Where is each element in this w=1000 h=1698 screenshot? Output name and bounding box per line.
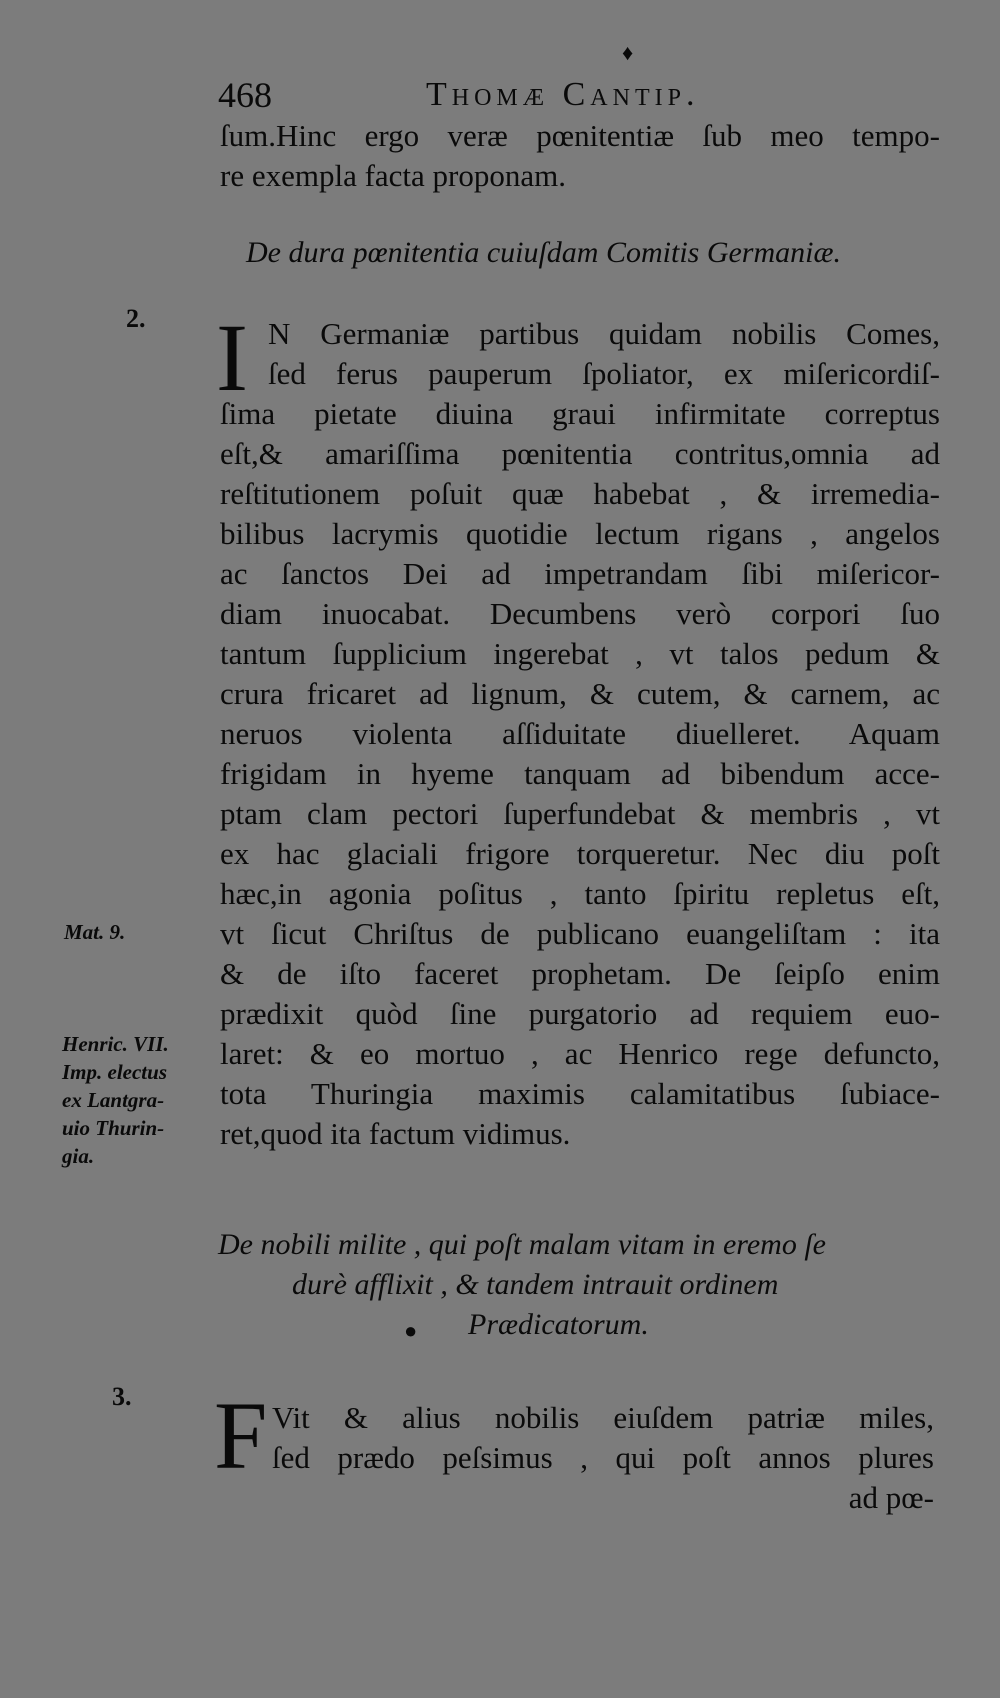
margin-note-line: Henric. VII. bbox=[62, 1032, 169, 1056]
margin-note-line: ex Lantgra- bbox=[62, 1088, 165, 1112]
text-line: eſt,& amariſſima pœnitentia contritus,omnia ad bbox=[220, 436, 940, 471]
catchword-line bbox=[220, 1478, 934, 1518]
text-line: ſum.Hinc ergo veræ pœnitentiæ ſub meo tempo- bbox=[220, 118, 940, 153]
margin-note-scripture: Mat. 9. bbox=[64, 920, 126, 944]
paragraph-body bbox=[220, 394, 940, 1154]
margin-note-line: Imp. electus bbox=[62, 1060, 167, 1084]
text-line: ſed prædo peſsimus , qui poſt annos plures bbox=[272, 1440, 934, 1475]
section-heading-line: Prædicatorum. bbox=[468, 1308, 649, 1341]
text-line: laret: & eo mortuo , ac Henrico rege defuncto, bbox=[220, 1036, 940, 1071]
intro-text bbox=[220, 116, 940, 196]
text-line: neruos violenta aſſiduitate diuelleret. Aquam bbox=[220, 716, 940, 751]
drop-cap: I bbox=[216, 304, 248, 411]
text-line: ac ſanctos Dei ad impetrandam ſibi miſericor- bbox=[220, 556, 940, 591]
text-line: reſtitutionem poſuit quæ habebat , & irremedia- bbox=[220, 476, 940, 511]
section-heading-line: De nobili milite , qui poſt malam vitam in eremo ſe bbox=[218, 1228, 826, 1261]
text-line: prædixit quòd ſine purgatorio ad requiem euo- bbox=[220, 996, 940, 1031]
text-line: hæc,in agonia poſitus , tanto ſpiritu repletus eſt, bbox=[220, 876, 940, 911]
text-line: ptam clam pectori ſuperfundebat & membris , vt bbox=[220, 796, 940, 831]
margin-note-line: gia. bbox=[62, 1144, 95, 1168]
text-line: ex hac glaciali frigore torqueretur. Nec diu poſt bbox=[220, 836, 940, 871]
bullet-mark: ● bbox=[404, 1318, 418, 1343]
text-line: bilibus lacrymis quotidie lectum rigans , angelos bbox=[220, 516, 940, 551]
section-number: 2. bbox=[126, 304, 146, 333]
section-number: 3. bbox=[112, 1382, 132, 1411]
margin-note-henric bbox=[62, 1030, 169, 1170]
text-line: & de iſto faceret prophetam. De ſeipſo enim bbox=[220, 956, 940, 991]
catchword: ad pœ- bbox=[848, 1480, 934, 1515]
margin-note-line: uio Thurin- bbox=[62, 1116, 165, 1140]
text-line: crura fricaret ad lignum, & cutem, & carnem, ac bbox=[220, 676, 940, 711]
ornament-mark: ♦ bbox=[622, 40, 634, 65]
text-line: ſed ferus pauperum ſpoliator, ex miſericordiſ- bbox=[268, 356, 940, 391]
paragraph-cap-lines bbox=[268, 314, 940, 394]
page-number: 468 bbox=[218, 75, 272, 115]
text-line: frigidam in hyeme tanquam ad bibendum acce- bbox=[220, 756, 940, 791]
text-line: vt ſicut Chriſtus de publicano euangeliſtam : ita bbox=[220, 916, 940, 951]
text-line: diam inuocabat. Decumbens verò corpori ſuo bbox=[220, 596, 940, 631]
text-line: tota Thuringia maximis calamitatibus ſubiace- bbox=[220, 1076, 940, 1111]
text-line: re exempla facta proponam. bbox=[220, 158, 566, 193]
text-line: tantum ſupplicium ingerebat , vt talos pedum & bbox=[220, 636, 940, 671]
text-line: ſima pietate diuina graui infirmitate correptus bbox=[220, 396, 940, 431]
section-heading: De dura pœnitentia cuiuſdam Comitis Germaniæ. bbox=[246, 236, 841, 269]
paragraph-cap-lines bbox=[272, 1398, 934, 1478]
running-title: Thomæ Cantip. bbox=[426, 76, 700, 113]
drop-cap: F bbox=[214, 1382, 268, 1489]
text-line: Vit & alius nobilis eiuſdem patriæ miles, bbox=[272, 1400, 934, 1435]
text-line: N Germaniæ partibus quidam nobilis Comes, bbox=[268, 316, 940, 351]
section-heading-line: durè afflixit , & tandem intrauit ordinem bbox=[292, 1268, 779, 1301]
text-line: ret,quod ita factum vidimus. bbox=[220, 1116, 571, 1151]
